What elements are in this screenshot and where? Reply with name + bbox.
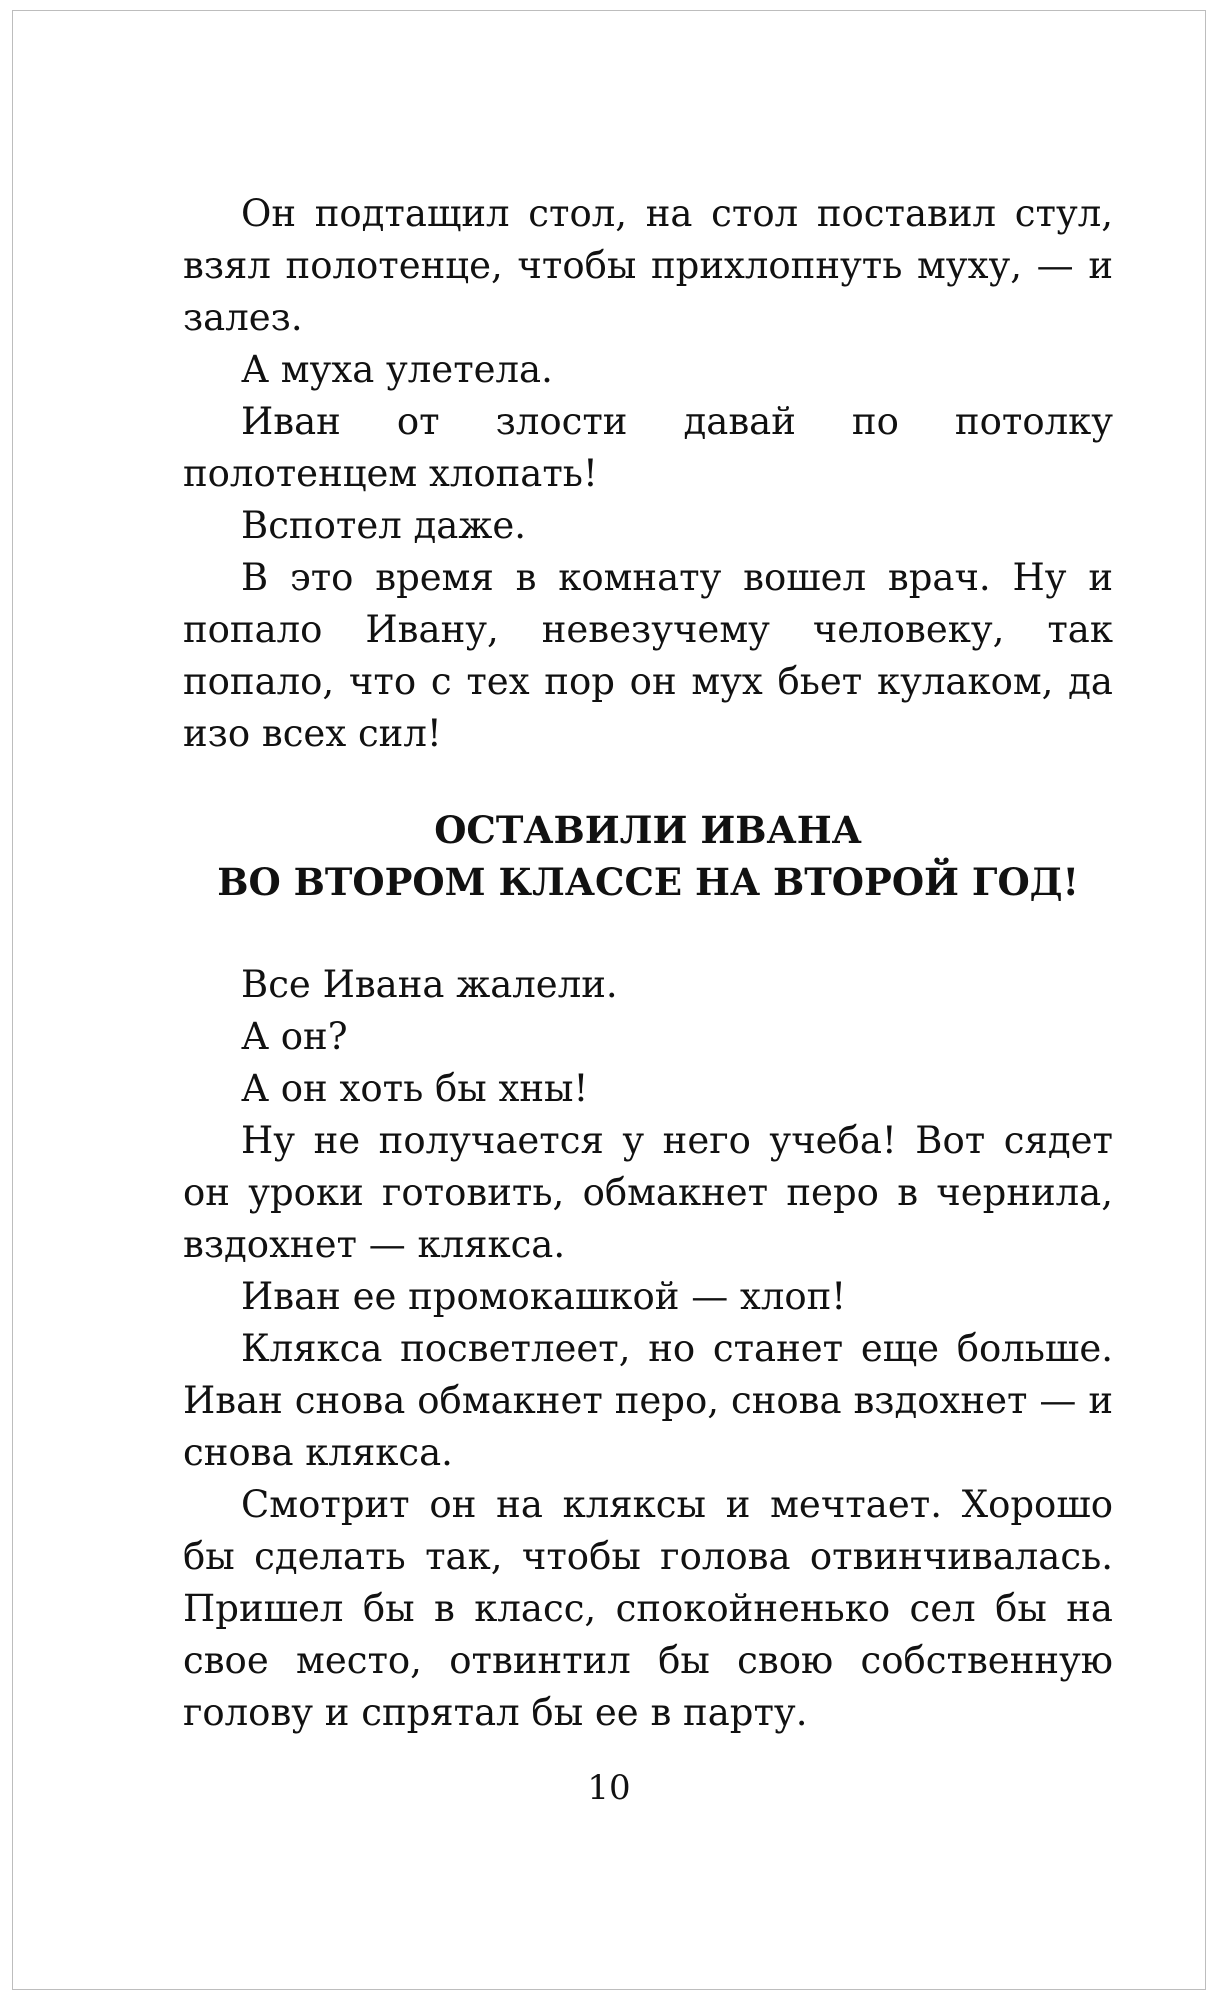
paragraph: А муха улетела. xyxy=(241,348,553,391)
paragraph: В это время в комнату вошел врач. Ну и попало Ивану, невезучему человеку, так попало, что с тех пор он мух бьет кулаком, да изо всех сил! xyxy=(183,556,1113,755)
paragraph: Ну не получается у него учеба! Вот сядет он уроки готовить, обмакнет перо в чернила, вздохнет — клякса. xyxy=(183,1119,1113,1266)
page-number: 10 xyxy=(587,1768,631,1808)
paragraph: Он подтащил стол, на стол поставил стул, взял полотенце, чтобы прихлопнуть муху, — и залез. xyxy=(183,192,1113,339)
paragraph: Иван ее промокашкой — хлоп! xyxy=(241,1275,847,1318)
chapter-heading-line-1: ОСТАВИЛИ ИВАНА xyxy=(434,808,862,852)
paragraph: Смотрит он на кляксы и мечтает. Хорошо бы сделать так, чтобы голова отвинчивалась. Пришел бы в класс, спокойненько сел бы на свое место, отвинтил бы свою собственную голову и спрятал бы ее в парту. xyxy=(183,1483,1113,1734)
paragraph: Вспотел даже. xyxy=(241,504,527,547)
paragraph: Все Ивана жалели. xyxy=(241,963,618,1006)
chapter-heading-line-2: ВО ВТОРОМ КЛАССЕ НА ВТОРОЙ ГОД! xyxy=(217,860,1079,904)
text-section-2 xyxy=(183,959,1113,1739)
paragraph: А он? xyxy=(241,1015,348,1058)
paragraph: А он хоть бы хны! xyxy=(241,1067,589,1110)
paragraph: Клякса посветлеет, но станет еще больше. Иван снова обмакнет перо, снова вздохнет — и снова клякса. xyxy=(183,1327,1113,1474)
text-section-1 xyxy=(183,188,1113,760)
chapter-heading xyxy=(183,804,1113,908)
paragraph: Иван от злости давай по потолку полотенцем хлопать! xyxy=(183,400,1113,495)
